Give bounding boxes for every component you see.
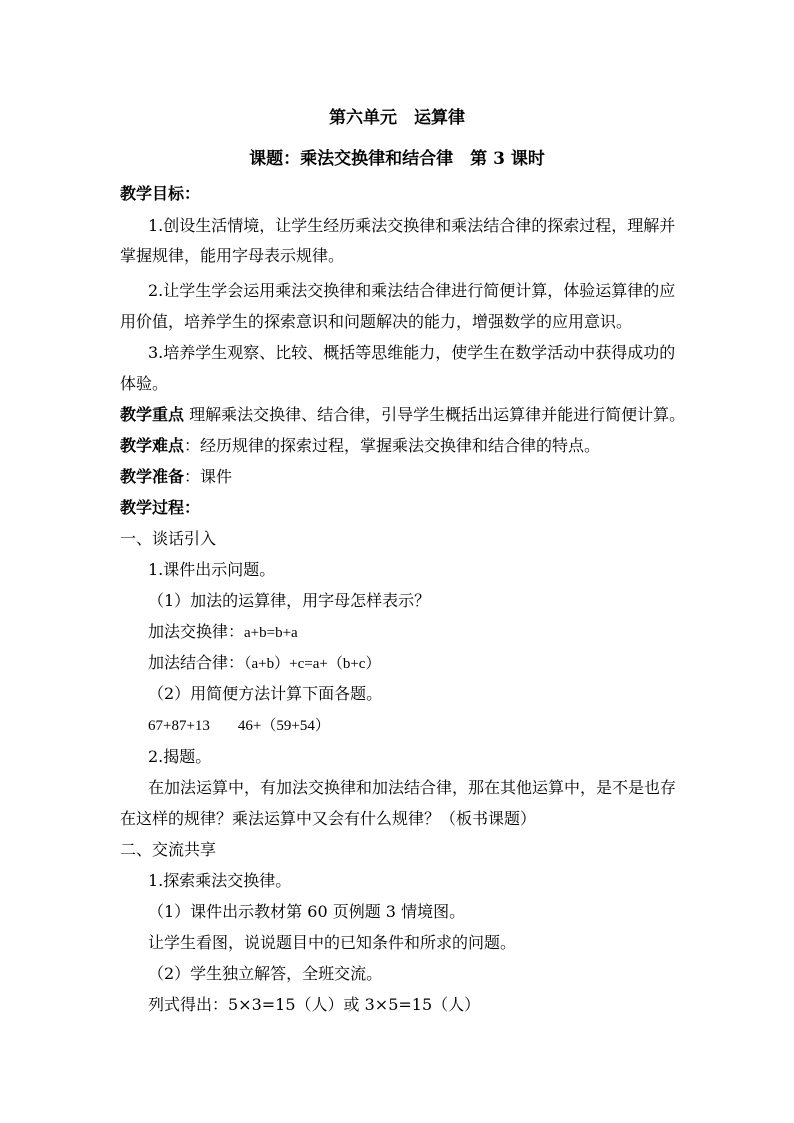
difficulties-label: 教学难点 [120,436,185,455]
objective-1-line-1: 1.创设生活情境，让学生经历乘法交换律和乘法结合律的探索过程，理解并 [148,216,676,235]
preparation-label: 教学准备 [120,467,185,486]
objective-1-line-2: 掌握规律，能用字母表示规律。 [120,246,345,265]
section-1-line: 2.揭题。 [148,747,212,766]
unit-title: 第六单元 运算律 [329,108,465,128]
addition-associative [148,652,380,675]
preparation-text: ：课件 [184,467,233,486]
addition-associative-label: 加法结合律： [148,653,245,672]
process-heading: 教学过程： [120,498,201,517]
addition-commutative [148,621,298,644]
exercises [148,714,330,737]
objective-3-line-2: 体验。 [120,374,169,393]
objective-2-line-1: 2.让学生学会运用乘法交换律和乘法结合律进行简便计算，体验运算律的应 [148,281,676,300]
section-2-line: （1）课件出示教材第 60 页例题 3 情境图。 [148,902,466,921]
addition-commutative-formula: a+b=b+a [244,625,298,641]
objective-3-line-1: 3.培养学生观察、比较、概括等思维能力，使学生在数学活动中获得成功的 [148,343,676,362]
section-2-line: 列式得出：5×3=15（人）或 3×5=15（人） [148,995,481,1014]
section-1-line: 1.课件出示问题。 [148,560,276,579]
section-1-line: （1）加法的运算律，用字母怎样表示？ [148,591,431,610]
key-points-label: 教学重点 [120,405,185,424]
objective-2-line-2: 用价值，培养学生的探索意识和问题解决的能力，增强数学的应用意识。 [120,312,633,331]
key-points-text: 理解乘法交换律、结合律，引导学生概括出运算律并能进行简便计算。 [184,405,686,424]
difficulties-text: ：经历规律的探索过程，掌握乘法交换律和结合律的特点。 [184,436,601,455]
section-1-line: 在加法运算中，有加法交换律和加法结合律，那在其他运算中，是不是也存 [148,778,677,797]
section-2-line: （2）学生独立解答，全班交流。 [148,964,383,983]
addition-associative-formula: （a+b）+c=a+（b+c） [244,656,381,672]
lesson-title: 课题：乘法交换律和结合律 第 3 课时 [249,149,545,169]
section-2-line: 让学生看图，说说题目中的已知条件和所求的问题。 [148,933,517,952]
exercise-2: 46+（59+54） [237,718,330,734]
addition-commutative-label: 加法交换律： [148,622,245,641]
difficulties [120,435,600,457]
section-2-line: 1.探索乘法交换律。 [148,871,292,890]
key-points [120,404,685,426]
section-2-heading: 二、交流共享 [120,840,217,859]
exercise-1: 67+87+13 [148,718,210,734]
section-1-line: （2）用简便方法计算下面各题。 [148,684,383,703]
section-1-line: 在这样的规律？乘法运算中又会有什么规律？（板书课题） [120,809,537,828]
objectives-heading: 教学目标： [120,184,201,203]
preparation [120,466,232,488]
section-1-heading: 一、谈话引入 [120,529,217,548]
